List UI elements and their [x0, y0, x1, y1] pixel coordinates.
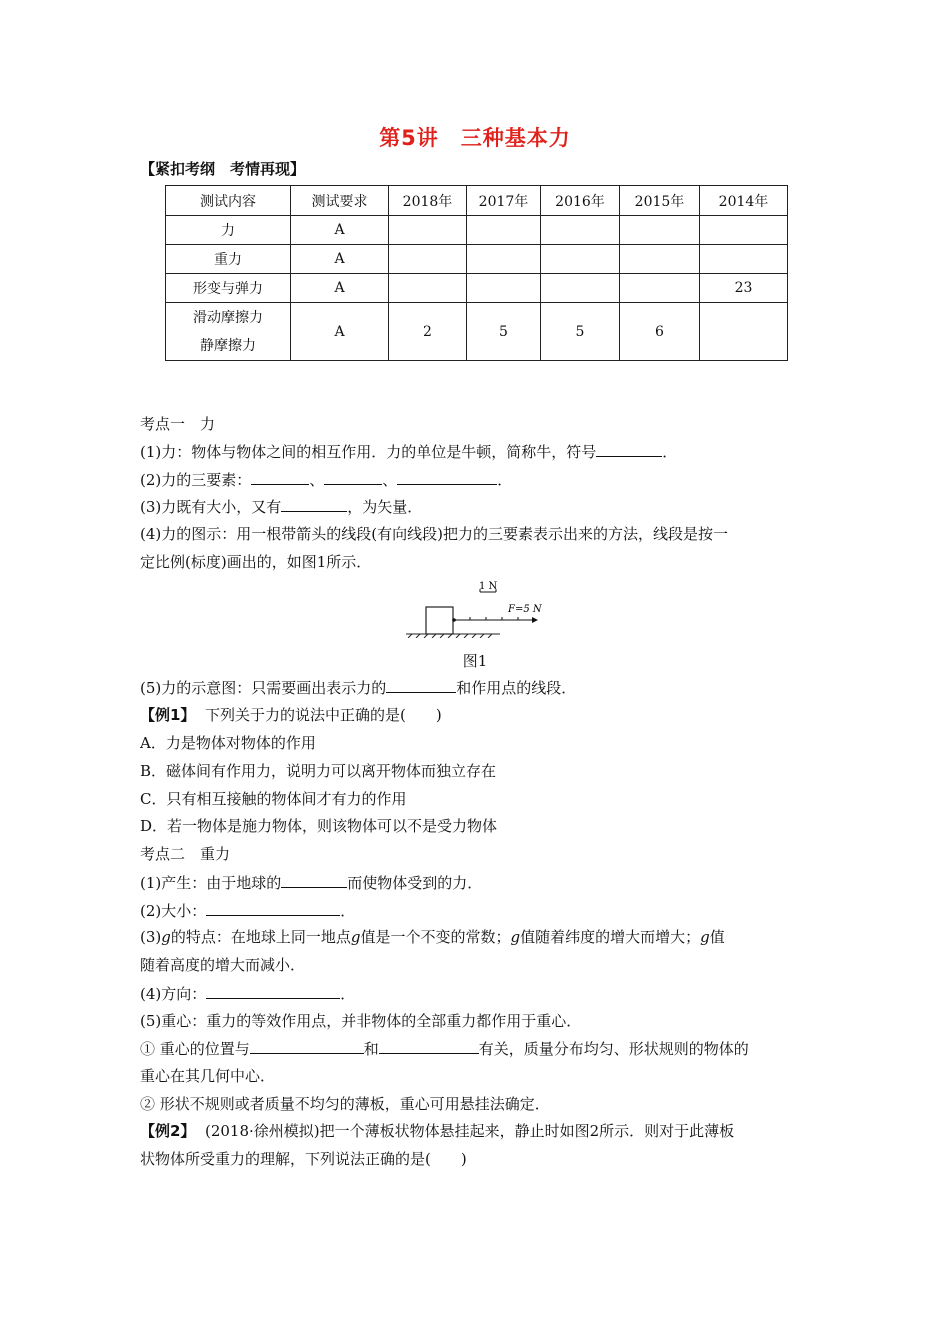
text-line: (5)力的示意图：只需要画出表示力的 和作用点的线段．	[140, 679, 577, 697]
table-header-cell: 测试要求	[291, 186, 389, 216]
section-heading: 【紧扣考纲 考情再现】	[140, 160, 306, 178]
text-line: ① 重心的位置与 和 有关，质量分布均匀、形状规则的物体的	[140, 1040, 749, 1058]
fill-blank	[206, 983, 340, 999]
text-line: (2)力的三要素： 、 、 ．	[140, 471, 513, 489]
text-line: (2)大小： ．	[140, 902, 356, 920]
table-row	[166, 245, 788, 274]
page-title: 第5讲 三种基本力	[379, 126, 571, 150]
scale-label: 1 N	[479, 581, 498, 592]
text-line: (5)重心：重力的等效作用点，并非物体的全部重力都作用于重心．	[140, 1012, 582, 1030]
table-cell	[541, 245, 620, 274]
table-row	[166, 303, 788, 361]
table-header-row	[166, 186, 788, 216]
figure-caption: 图1	[462, 652, 488, 670]
block	[426, 607, 453, 634]
table-cell	[700, 303, 788, 361]
text-line: (3)g的特点：在地球上同一地点g值是一个不变的常数；g值随着纬度的增大而增大；g值	[140, 928, 725, 946]
fill-blank	[379, 1038, 479, 1054]
table-cell	[467, 245, 541, 274]
table-cell: A	[291, 216, 389, 245]
table-cell-line: 滑动摩擦力	[193, 309, 263, 326]
fill-blank	[251, 469, 309, 485]
table-cell: 5	[467, 303, 541, 361]
text-line: 重心在其几何中心．	[140, 1067, 276, 1085]
fill-blank	[386, 677, 456, 693]
table-cell: 5	[541, 303, 620, 361]
table-header-cell: 2016年	[541, 186, 620, 216]
table-cell	[700, 216, 788, 245]
topic-heading: 考点二 重力	[140, 845, 231, 863]
force-diagram	[400, 578, 560, 638]
fill-blank	[596, 441, 662, 457]
table-cell	[700, 245, 788, 274]
force-label: F=5 N	[508, 604, 542, 615]
table-cell	[389, 245, 467, 274]
text-line: (4)方向： ．	[140, 985, 356, 1003]
table-cell	[389, 274, 467, 303]
table-cell: 23	[700, 274, 788, 303]
text-line: 随着高度的增大而减小．	[140, 956, 306, 974]
table-row	[166, 274, 788, 303]
example-2-stem: 【例2】 (2018·徐州模拟)把一个薄板状物体悬挂起来，静止时如图2所示．则对于此薄板	[140, 1122, 735, 1140]
text-line: (4)力的图示：用一根带箭头的线段(有向线段)把力的三要素表示出来的方法，线段是按一	[140, 525, 728, 543]
table-cell	[467, 216, 541, 245]
arrow-head	[532, 617, 538, 623]
table-cell	[620, 216, 700, 245]
table-cell	[166, 303, 291, 361]
table-cell: A	[291, 274, 389, 303]
text-line: 定比例(标度)画出的，如图1所示．	[140, 553, 372, 571]
example-1-stem: 【例1】 下列关于力的说法中正确的是( )	[140, 706, 442, 724]
requirements-table	[165, 185, 788, 361]
topic-heading: 考点一 力	[140, 415, 216, 433]
table-header-cell: 2018年	[389, 186, 467, 216]
option-a: A．力是物体对物体的作用	[140, 734, 316, 752]
text-line: (1)力：物体与物体之间的相互作用．力的单位是牛顿，简称牛，符号 ．	[140, 443, 678, 461]
table-cell: 力	[166, 216, 291, 245]
text-line: (1)产生：由于地球的 而使物体受到的力．	[140, 874, 483, 892]
table-cell	[620, 274, 700, 303]
table-header-cell: 测试内容	[166, 186, 291, 216]
table-header-cell: 2014年	[700, 186, 788, 216]
table-cell	[389, 216, 467, 245]
table-cell: A	[291, 303, 389, 361]
table-header-cell: 2015年	[620, 186, 700, 216]
table-cell-line: 静摩擦力	[200, 337, 256, 354]
table-cell: 2	[389, 303, 467, 361]
text-line: ② 形状不规则或者质量不均匀的薄板，重心可用悬挂法确定．	[140, 1095, 550, 1113]
table-cell: 重力	[166, 245, 291, 274]
fill-blank	[281, 872, 347, 888]
table-cell	[541, 216, 620, 245]
fill-blank	[281, 496, 347, 512]
table-cell	[620, 245, 700, 274]
table-cell	[541, 274, 620, 303]
table-header-cell: 2017年	[467, 186, 541, 216]
table-cell: 形变与弹力	[166, 274, 291, 303]
fill-blank	[206, 900, 340, 916]
text-line: (3)力既有大小，又有 ，为矢量．	[140, 498, 423, 516]
table-cell: 6	[620, 303, 700, 361]
table-cell: A	[291, 245, 389, 274]
fill-blank	[397, 469, 497, 485]
text-line: 状物体所受重力的理解，下列说法正确的是( )	[140, 1150, 467, 1168]
fill-blank	[250, 1038, 364, 1054]
fill-blank	[324, 469, 382, 485]
table-cell	[467, 274, 541, 303]
option-b: B．磁体间有作用力，说明力可以离开物体而独立存在	[140, 762, 497, 780]
option-d: D．若一物体是施力物体，则该物体可以不是受力物体	[140, 817, 498, 835]
option-c: C．只有相互接触的物体间才有力的作用	[140, 790, 407, 808]
table-row	[166, 216, 788, 245]
